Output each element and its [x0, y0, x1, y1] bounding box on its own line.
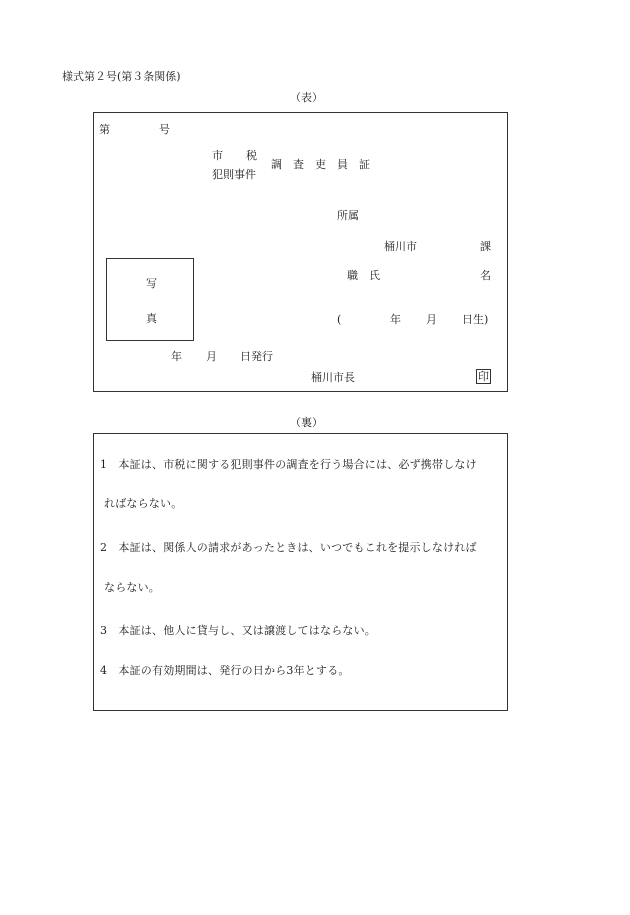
city-label: 桶川市	[384, 240, 417, 253]
note-2-line-2: ならない。	[104, 581, 160, 594]
seal-mark: 印	[478, 370, 489, 383]
photo-label-1: 写	[146, 277, 157, 290]
title-line2: 犯則事件	[212, 168, 256, 181]
card-title: 調 査 吏 員 証	[271, 158, 370, 171]
name-label: 名	[480, 269, 491, 282]
affiliation-label: 所属	[337, 209, 359, 222]
note-1-line-1: 1 本証は、市税に関する犯則事件の調査を行う場合には、必ず携帯しなけ	[100, 458, 477, 471]
birth-open-paren: (	[337, 313, 342, 326]
birth-day-label: 日生)	[462, 313, 489, 326]
note-3: 3 本証は、他人に貸与し、又は譲渡してはならない。	[100, 624, 376, 637]
position-name-label: 職 氏	[347, 269, 380, 282]
section-label: 課	[480, 240, 491, 253]
photo-label-2: 真	[146, 312, 157, 325]
issue-month-label: 月	[206, 350, 217, 363]
title-line1-a: 市	[212, 149, 223, 162]
issue-year-label: 年	[171, 350, 182, 363]
number-prefix: 第	[99, 123, 110, 136]
note-2-line-1: 2 本証は、関係人の請求があったときは、いつでもこれを提示しなければ	[100, 541, 477, 554]
front-heading: （表）	[290, 91, 323, 104]
birth-year-label: 年	[390, 313, 401, 326]
photo-box	[106, 258, 194, 341]
form-number-label: 様式第２号(第３条関係)	[62, 70, 181, 83]
issuer-label: 桶川市長	[311, 371, 355, 384]
number-suffix: 号	[159, 123, 170, 136]
note-1-line-2: ればならない。	[104, 497, 183, 510]
issue-day-label: 日発行	[240, 350, 273, 363]
back-heading: （裏）	[290, 416, 323, 429]
title-line1-b: 税	[246, 149, 257, 162]
front-card	[93, 112, 508, 392]
note-4: 4 本証の有効期間は、発行の日から3年とする。	[100, 664, 350, 677]
birth-month-label: 月	[426, 313, 437, 326]
